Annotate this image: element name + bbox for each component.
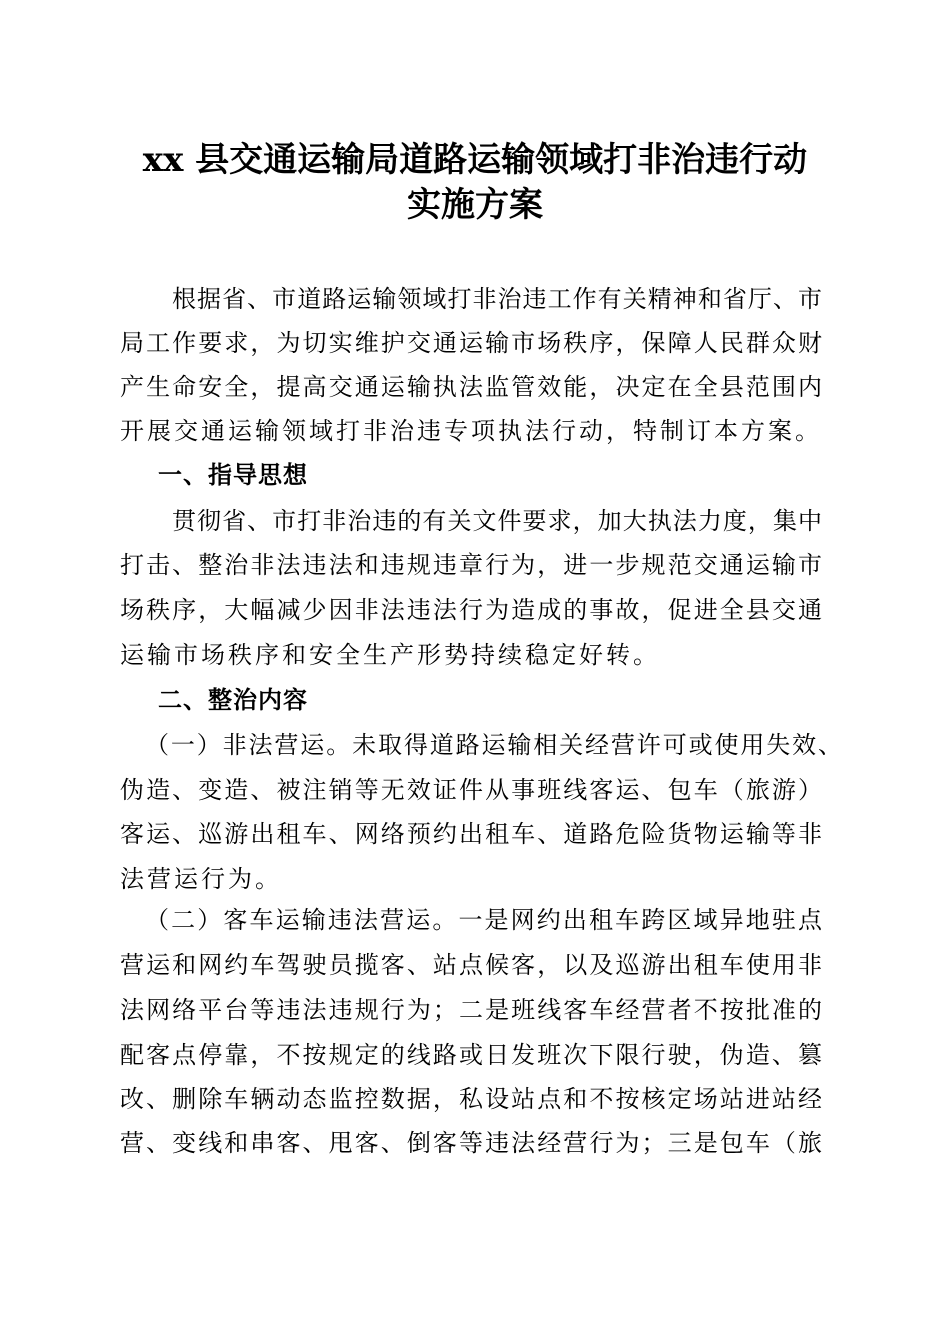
text-line: 贯彻省、市打非治违的有关文件要求，加大执法力度，集中 (172, 507, 822, 535)
text-line: 客运、巡游出租车、网络预约出租车、道路危险货物运输等非 (120, 820, 822, 848)
text-line: 法营运行为。 (120, 865, 282, 893)
text-line: （一）非法营运。未取得道路运输相关经营许可或使用失效、 (145, 731, 842, 759)
text-line: 产生命安全，提高交通运输执法监管效能，决定在全县范围内 (120, 373, 822, 401)
text-line: 法网络平台等违法违规行为；二是班线客车经营者不按批准的 (120, 996, 822, 1024)
text-line: 根据省、市道路运输领域打非治违工作有关精神和省厅、市 (172, 285, 822, 313)
text-line: 配客点停靠，不按规定的线路或日发班次下限行驶，伪造、篡 (120, 1041, 822, 1069)
text-line: 场秩序，大幅减少因非法违法行为造成的事故，促进全县交通 (120, 596, 822, 624)
text-line: （二）客车运输违法营运。一是网约出租车跨区域异地驻点 (145, 906, 822, 934)
text-line: 开展交通运输领域打非治违专项执法行动，特制订本方案。 (120, 417, 822, 445)
section-heading-guiding-ideology: 一、指导思想 (158, 461, 308, 489)
text-line: 运输市场秩序和安全生产形势持续稳定好转。 (120, 641, 660, 669)
document-title-line-1: xx 县交通运输局道路运输领域打非治违行动 (142, 140, 808, 180)
text-line: 打击、整治非法违法和违规违章行为，进一步规范交通运输市 (120, 551, 822, 579)
document-title-line-2: 实施方案 (407, 185, 543, 225)
text-line: 局工作要求，为切实维护交通运输市场秩序，保障人民群众财 (120, 329, 822, 357)
text-line: 营、变线和串客、甩客、倒客等违法经营行为；三是包车（旅 (120, 1129, 822, 1157)
section-heading-rectification-content: 二、整治内容 (158, 686, 308, 714)
text-line: 营运和网约车驾驶员揽客、站点候客，以及巡游出租车使用非 (120, 951, 822, 979)
text-line: 改、删除车辆动态监控数据，私设站点和不按核定场站进站经 (120, 1085, 822, 1113)
text-line: 伪造、变造、被注销等无效证件从事班线客运、包车（旅游） (120, 776, 822, 804)
